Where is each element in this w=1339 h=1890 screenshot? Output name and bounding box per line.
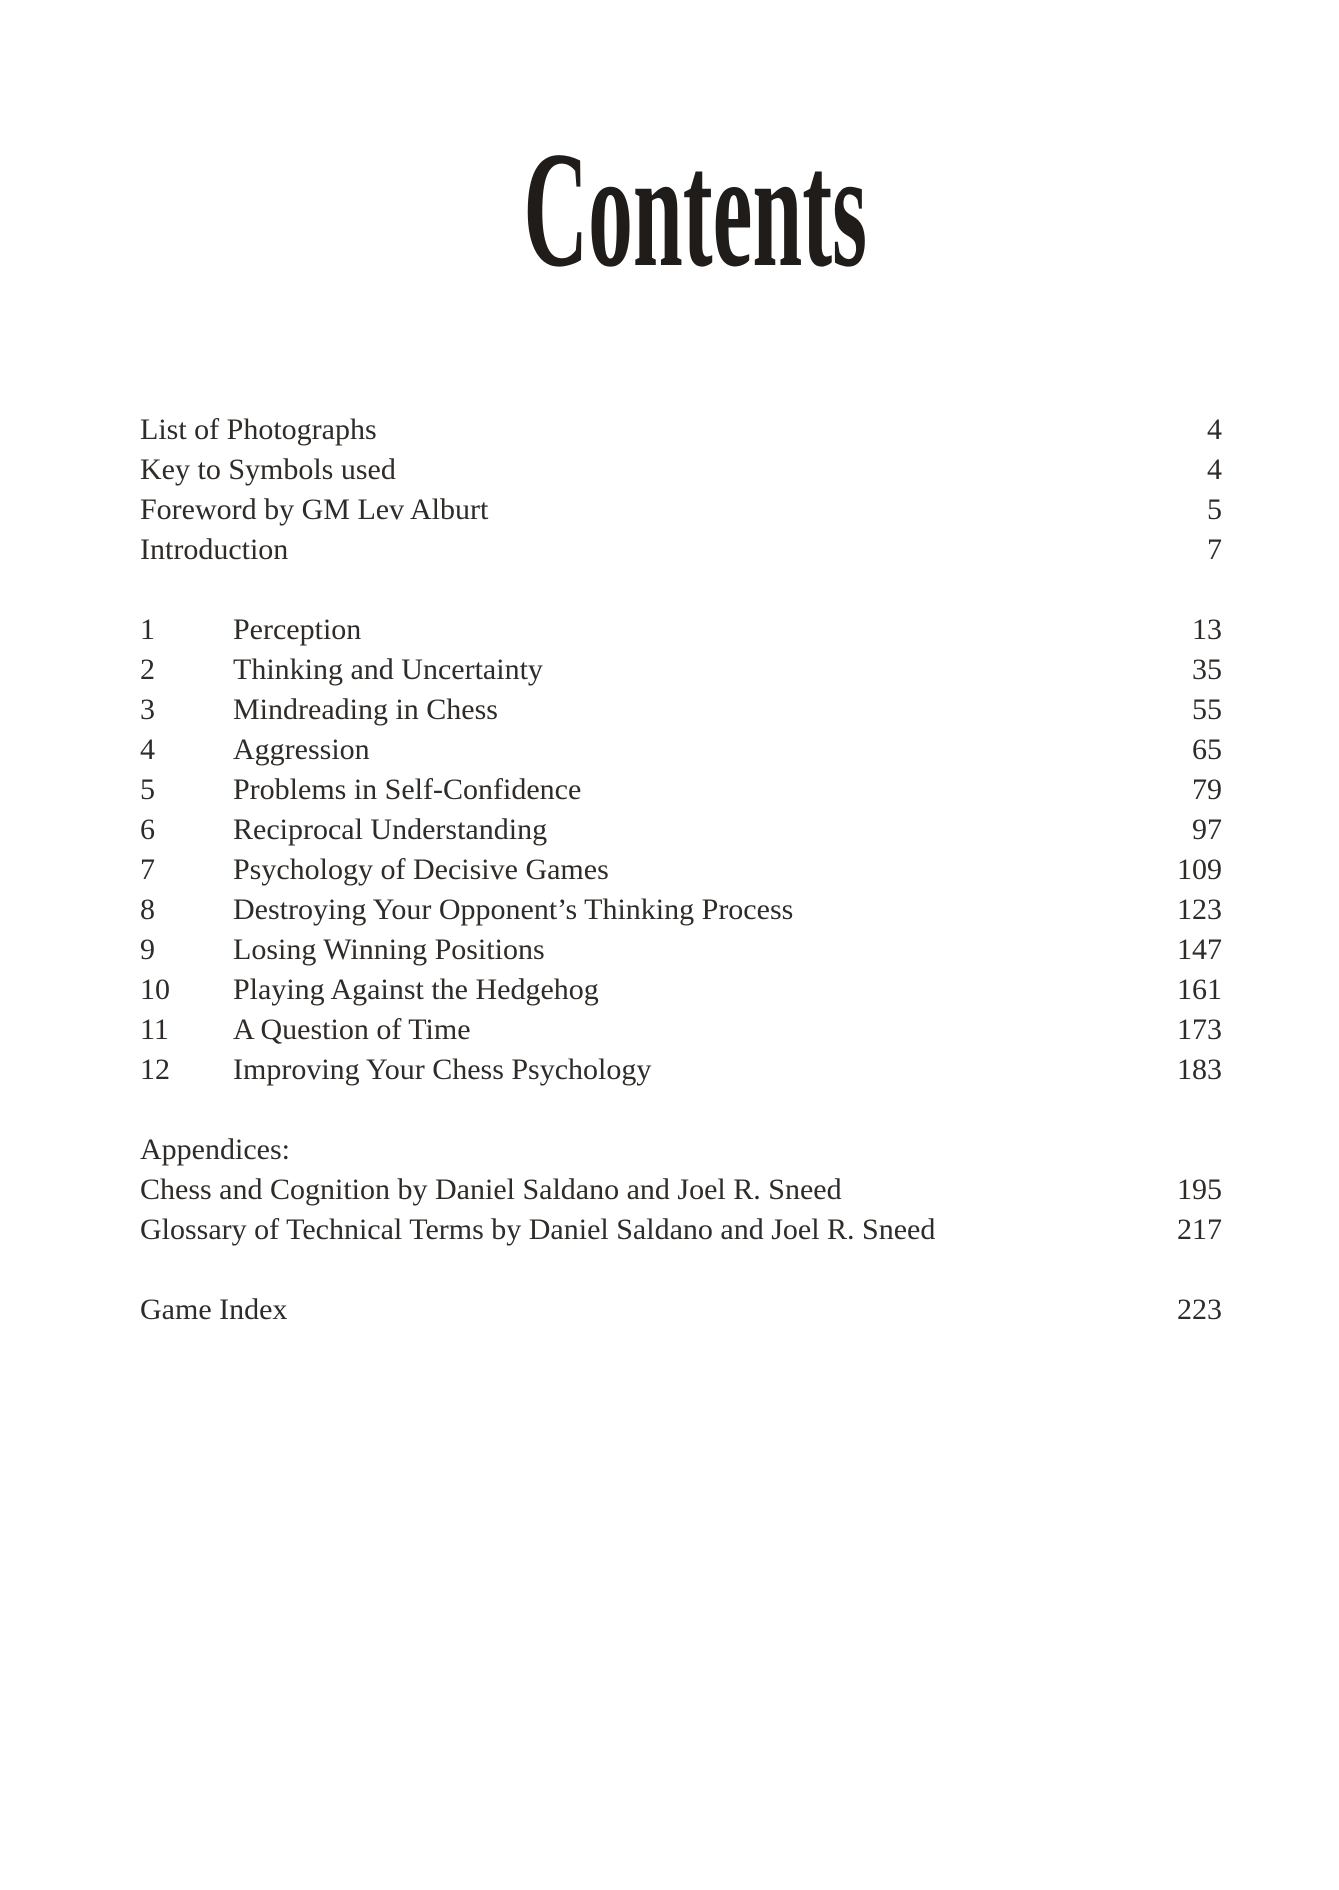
appendix-entry — [140, 1210, 1222, 1250]
toc-entry-label: Game Index — [140, 1293, 288, 1326]
chapter-entry — [140, 850, 1222, 890]
chapter-number: 5 — [140, 773, 155, 806]
chapter-page: 79 — [1192, 773, 1222, 806]
chapter-entry — [140, 1010, 1222, 1050]
chapter-page: 97 — [1192, 813, 1222, 846]
chapter-title: Reciprocal Understanding — [233, 813, 548, 846]
toc-entry — [140, 410, 1222, 450]
chapter-number: 6 — [140, 813, 155, 846]
toc-entry — [140, 530, 1222, 570]
chapter-title: Problems in Self-Confidence — [233, 773, 582, 806]
chapter-title: Aggression — [233, 733, 370, 766]
chapter-number: 10 — [140, 973, 170, 1006]
chapter-entry — [140, 730, 1222, 770]
appendix-label: Chess and Cognition by Daniel Saldano and Joel R. Sneed — [140, 1173, 842, 1206]
chapter-entry — [140, 930, 1222, 970]
chapter-title: Psychology of Decisive Games — [233, 853, 609, 886]
chapter-page: 183 — [1177, 1053, 1222, 1086]
chapter-entry — [140, 690, 1222, 730]
chapter-number: 11 — [140, 1013, 169, 1046]
chapter-entry — [140, 970, 1222, 1010]
chapter-entry — [140, 650, 1222, 690]
toc-entry — [140, 490, 1222, 530]
chapter-title: Thinking and Uncertainty — [233, 653, 543, 686]
toc-entry-page: 5 — [1207, 493, 1222, 526]
chapter-page: 35 — [1192, 653, 1222, 686]
chapter-page: 161 — [1177, 973, 1222, 1006]
toc-entry-page: 4 — [1207, 453, 1222, 486]
chapter-entry — [140, 770, 1222, 810]
section-gap — [140, 1250, 1222, 1290]
toc-entry-page: 7 — [1207, 533, 1222, 566]
toc-entry-label: List of Photographs — [140, 413, 377, 446]
page-title-container — [26, 117, 1339, 301]
toc-entry-label: Introduction — [140, 533, 289, 566]
toc-entry — [140, 450, 1222, 490]
chapter-title: A Question of Time — [233, 1013, 471, 1046]
chapter-number: 1 — [140, 613, 155, 646]
chapter-title: Perception — [233, 613, 362, 646]
chapter-entry — [140, 890, 1222, 930]
toc-entry-page: 223 — [1177, 1293, 1222, 1326]
chapter-title: Mindreading in Chess — [233, 693, 498, 726]
page-title: Contents — [523, 117, 868, 301]
chapter-number: 2 — [140, 653, 155, 686]
chapter-entry — [140, 1050, 1222, 1090]
chapter-title: Destroying Your Opponent’s Thinking Process — [233, 893, 794, 926]
toc-entry — [140, 1290, 1222, 1330]
section-gap — [140, 1090, 1222, 1130]
chapter-number: 7 — [140, 853, 155, 886]
chapter-number: 12 — [140, 1053, 170, 1086]
chapter-number: 9 — [140, 933, 155, 966]
chapter-title: Improving Your Chess Psychology — [233, 1053, 652, 1086]
chapter-page: 147 — [1177, 933, 1222, 966]
table-of-contents — [140, 410, 1222, 1330]
chapter-number: 4 — [140, 733, 155, 766]
chapter-title: Losing Winning Positions — [233, 933, 545, 966]
appendices-heading-row — [140, 1130, 1222, 1170]
chapter-page: 109 — [1177, 853, 1222, 886]
toc-entry-label: Foreword by GM Lev Alburt — [140, 493, 489, 526]
chapter-page: 123 — [1177, 893, 1222, 926]
chapter-entry — [140, 810, 1222, 850]
chapter-number: 8 — [140, 893, 155, 926]
appendix-page: 217 — [1177, 1213, 1222, 1246]
chapter-entry — [140, 610, 1222, 650]
chapter-number: 3 — [140, 693, 155, 726]
section-gap — [140, 570, 1222, 610]
appendix-entry — [140, 1170, 1222, 1210]
chapter-page: 13 — [1192, 613, 1222, 646]
toc-entry-page: 4 — [1207, 413, 1222, 446]
appendix-label: Glossary of Technical Terms by Daniel Saldano and Joel R. Sneed — [140, 1213, 936, 1246]
appendix-page: 195 — [1177, 1173, 1222, 1206]
chapter-page: 55 — [1192, 693, 1222, 726]
chapter-title: Playing Against the Hedgehog — [233, 973, 599, 1006]
chapter-page: 173 — [1177, 1013, 1222, 1046]
toc-entry-label: Key to Symbols used — [140, 453, 396, 486]
chapter-page: 65 — [1192, 733, 1222, 766]
appendices-heading: Appendices: — [140, 1133, 290, 1166]
